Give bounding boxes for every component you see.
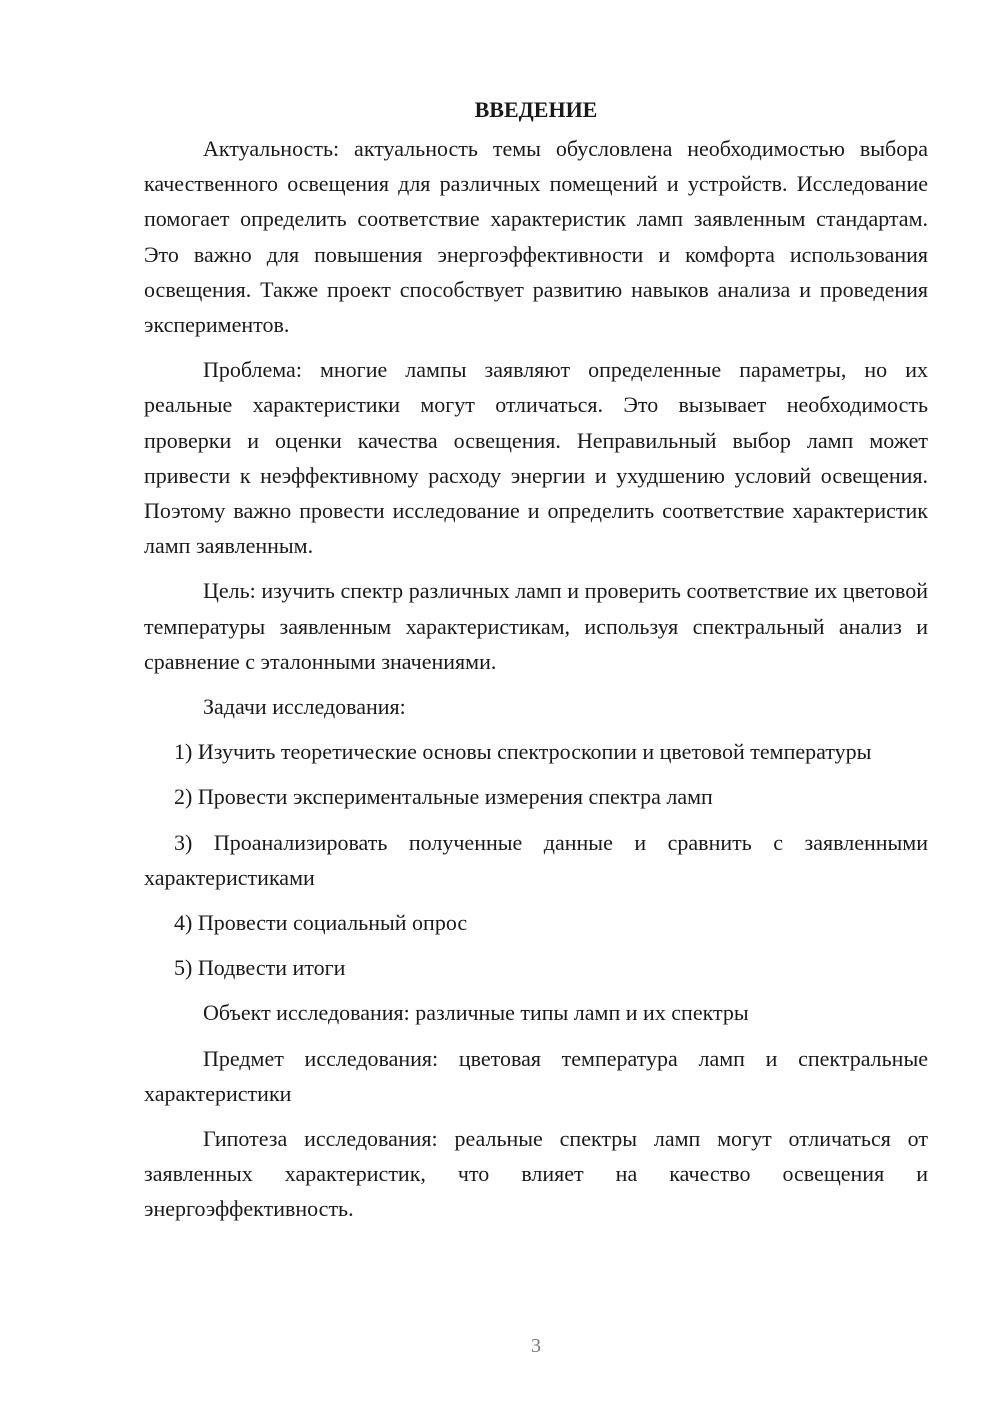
- task-item-3: 3) Проанализировать полученные данные и сравнить с заявленными характеристиками: [144, 829, 928, 890]
- task-item-1: 1) Изучить теоретические основы спектроскопии и цветовой температуры: [174, 739, 872, 765]
- paragraph-relevance: Актуальность: актуальность темы обусловлена необходимостью выбора качественного освещения для различных помещений и устройств. Исследование помогает определить соответствие характеристик ламп заявленным стандартам. Это важно для повышения энергоэффективности и комфорта использования освещения. Также проект способствует развитию навыков анализа и проведения экспериментов.: [144, 136, 928, 338]
- page-title: ВВЕДЕНИЕ: [474, 97, 598, 122]
- paragraph-subject: Предмет исследования: цветовая температура ламп и спектральные характеристики: [144, 1045, 928, 1106]
- task-item-5: 5) Подвести итоги: [174, 955, 346, 981]
- task-item-2: 2) Провести экспериментальные измерения спектра ламп: [174, 784, 713, 810]
- page-number: 3: [531, 1335, 541, 1357]
- task-item-4: 4) Провести социальный опрос: [174, 910, 468, 936]
- paragraph-goal: Цель: изучить спектр различных ламп и проверить соответствие их цветовой температуры заявленным характеристикам, используя спектральный анализ и сравнение с эталонными значениями.: [144, 578, 928, 674]
- paragraph-problem: Проблема: многие лампы заявляют определенные параметры, но их реальные характеристики могут отличаться. Это вызывает необходимость проверки и оценки качества освещения. Неправильный выбор ламп может привести к неэффективному расходу энергии и ухудшению условий освещения. Поэтому важно провести исследование и определить соответствие характеристик ламп заявленным.: [144, 357, 928, 559]
- paragraph-tasks-heading: Задачи исследования:: [203, 694, 406, 720]
- document-page: [144, 92, 928, 1227]
- paragraph-hypothesis: Гипотеза исследования: реальные спектры ламп могут отличаться от заявленных характеристик, что влияет на качество освещения и энергоэффективность.: [144, 1126, 928, 1222]
- paragraph-object: Объект исследования: различные типы ламп и их спектры: [203, 1000, 749, 1026]
